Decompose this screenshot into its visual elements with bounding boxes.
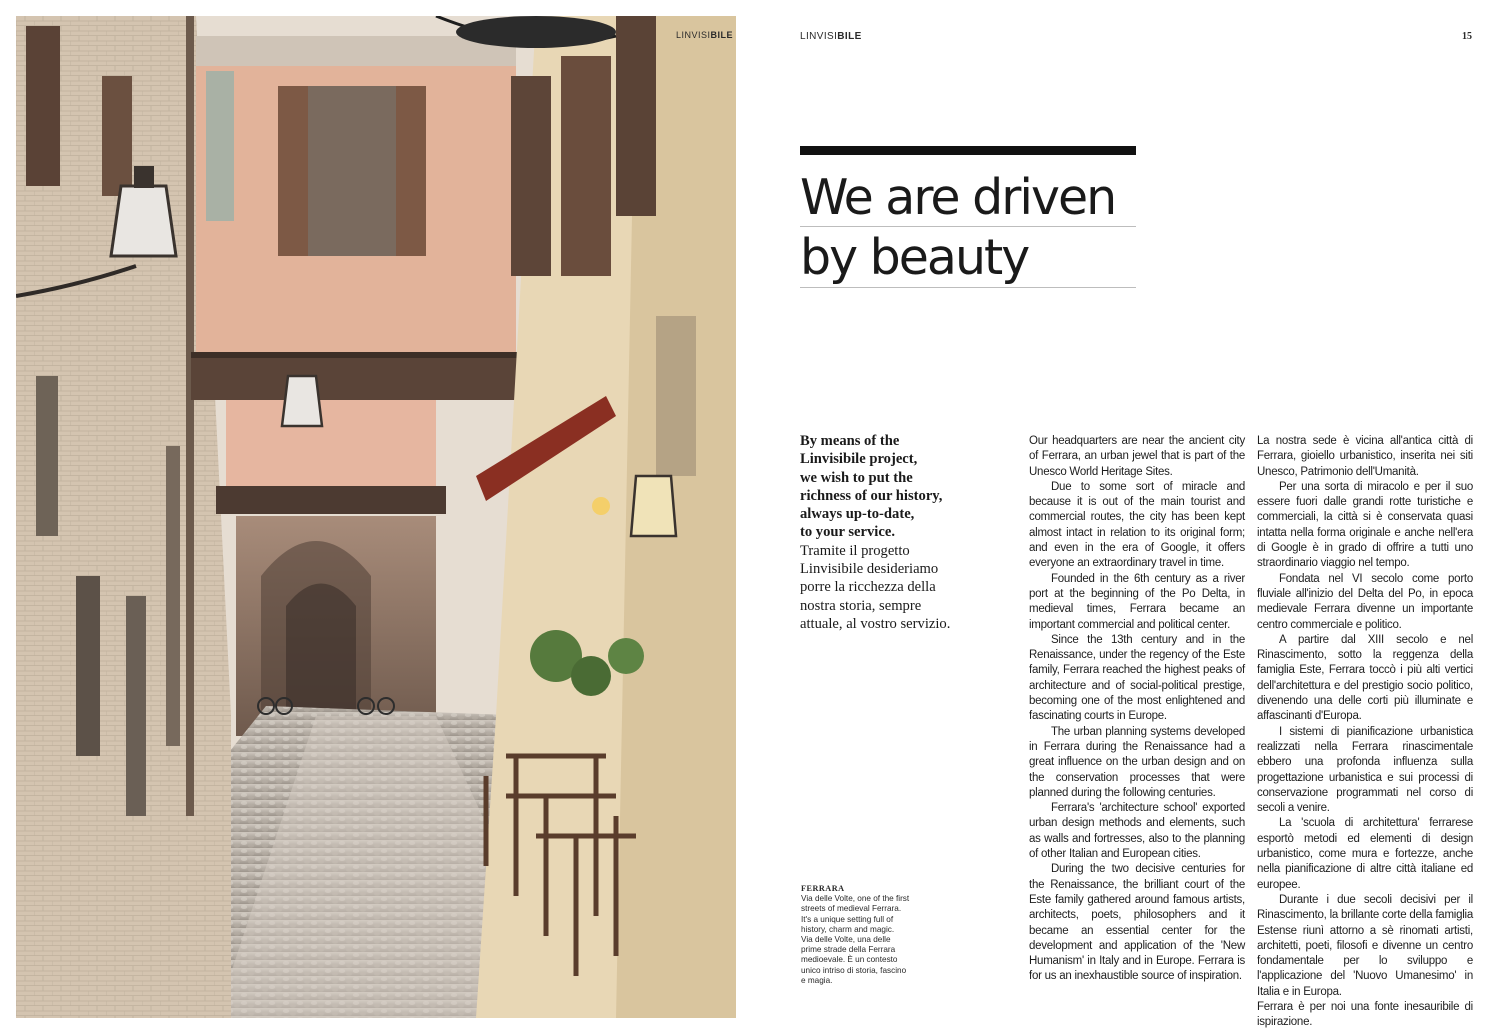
title-line-2: by beauty (800, 229, 1029, 286)
intro-it-line: Tramite il progetto (800, 542, 910, 559)
caption-italian: Via delle Volte, una delle prime strade della Ferrara medioevale. È un contesto unico intriso di storia, fascino e magia. (801, 935, 907, 985)
header-brand-bold: BILE (837, 31, 862, 42)
header-brand-light: LINVISI (800, 31, 838, 42)
title-rule-2 (800, 287, 1136, 288)
body-en-paragraph: Founded in the 6th century as a river port at the beginning of the Po Delta, in medieval times, Ferrara became an important commercial and political center. (1029, 572, 1245, 631)
intro-it-line: nostra storia, sempre (800, 597, 922, 614)
body-it-paragraph: La nostra sede è vicina all'antica città di Ferrara, gioiello urbanistico, inserita nei siti Unesco, Patrimonio dell'Umanità. (1257, 435, 1473, 478)
body-italian-column (1257, 434, 1473, 1031)
body-it-paragraph: Durante i due secoli decisivi per il Rinascimento, la brillante corte della famiglia Estense riunì attorno a sè rinomati artisti, architetti, poeti, filosofi e divenne un centro fondamentale per lo sviluppo e l'applicazione del 'Nuovo Umanesimo' in Italia e in Europa. (1257, 893, 1473, 998)
intro-en-line: Linvisibile project, (800, 451, 918, 468)
caption-english: Via delle Volte, one of the first streets of medieval Ferrara. It's a unique setting full of history, charm and magic. (801, 894, 910, 934)
intro-en-line: always up-to-date, (800, 506, 915, 523)
photo-header-brand-bold: BILE (710, 30, 734, 40)
photo-caption (801, 884, 911, 986)
intro-en-line: to your service. (800, 524, 895, 541)
photo-header-brand-light: LINVISI (676, 30, 711, 40)
body-it-paragraph: Fondata nel VI secolo come porto fluviale all'inizio del Delta del Po, in epoca medievale Ferrara divenne un importante centro commerciale e politico. (1257, 572, 1473, 631)
street-photo (16, 16, 736, 1018)
page-title (800, 168, 1136, 288)
page-header-brand (800, 31, 862, 42)
body-en-paragraph: During the two decisive centuries for the Renaissance, the brilliant court of the Este family gathered around famous artists, architects, poets, philosophers and it became an essential center for the development and application of the 'New Humanism' in Italy and in Europe. Ferrara is for us an inexhaustible source of inspiration. (1029, 863, 1245, 983)
intro-it-line: attuale, al vostro servizio. (800, 615, 951, 632)
photo-page-header (676, 30, 733, 40)
intro-english (800, 432, 995, 542)
intro-en-line: richness of our history, (800, 487, 943, 504)
body-it-paragraph: Ferrara è per noi una fonte inesauribile di ispirazione. (1257, 1000, 1473, 1029)
intro-en-line: we wish to put the (800, 469, 913, 486)
intro-italian (800, 542, 995, 633)
body-it-paragraph: La 'scuola di architettura' ferrarese esportò metodi ed elementi di design urbanistico, come mura e fortezze, anche nella pianificazione di altre città italiane ed europee. (1257, 817, 1473, 891)
body-it-paragraph: I sistemi di pianificazione urbanistica realizzati nella Ferrara rinascimentale ebbero una profonda influenza sulla progettazione urbanistica e sui processi di conservazione programmati nel corso di secoli a venire. (1257, 725, 1473, 815)
intro-text (800, 432, 995, 633)
intro-it-line: Linvisibile desideriamo (800, 561, 939, 578)
title-rule-1 (800, 226, 1136, 227)
intro-en-line: By means of the (800, 433, 900, 449)
body-english-column (1029, 434, 1245, 985)
body-en-paragraph: The urban planning systems developed in Ferrara during the Renaissance had a great influence on the urban design and on the conservation processes that were planned during the following centuries. (1029, 725, 1245, 799)
body-it-paragraph: A partire dal XIII secolo e nel Rinascimento, sotto la reggenza della famiglia Este, Ferrara toccò i più alti vertici dell'architettura e del prestigio socio politico, divenendo una delle corti più illuminate e affascinanti d'Europa. (1257, 633, 1473, 723)
body-en-paragraph: Our headquarters are near the ancient city of Ferrara, an urban jewel that is part of the Unesco World Heritage Sites. (1029, 435, 1245, 478)
body-en-paragraph: Ferrara's 'architecture school' exported urban design methods and elements, such as walls and fortresses, also to the planning of other Italian and European cities. (1029, 802, 1245, 861)
title-bar (800, 146, 1136, 155)
intro-it-line: porre la ricchezza della (800, 579, 936, 596)
caption-title: FERRARA (801, 884, 845, 893)
body-en-paragraph: Since the 13th century and in the Renaissance, under the regency of the Este family, Ferrara reached the highest peaks of architecture and of social-political prestige, becoming one of the most enlightened and fascinating courts in Europe. (1029, 633, 1245, 723)
body-en-paragraph: Due to some sort of miracle and because it is out of the main tourist and commercial routes, the city has been kept almost intact in relation to its original form; and even in the era of Google, it offers everyone an extraordinary travel in time. (1029, 480, 1245, 570)
page-number: 15 (1462, 31, 1472, 42)
title-line-1: We are driven (800, 169, 1116, 226)
body-it-paragraph: Per una sorta di miracolo e per il suo essere fuori dalle grandi rotte turistiche e commerciali, la città si è conservata quasi intatta nella forma originale e anche nell'era di Google è in grado di offrire a tutti uno straordinario viaggio nel tempo. (1257, 480, 1473, 570)
